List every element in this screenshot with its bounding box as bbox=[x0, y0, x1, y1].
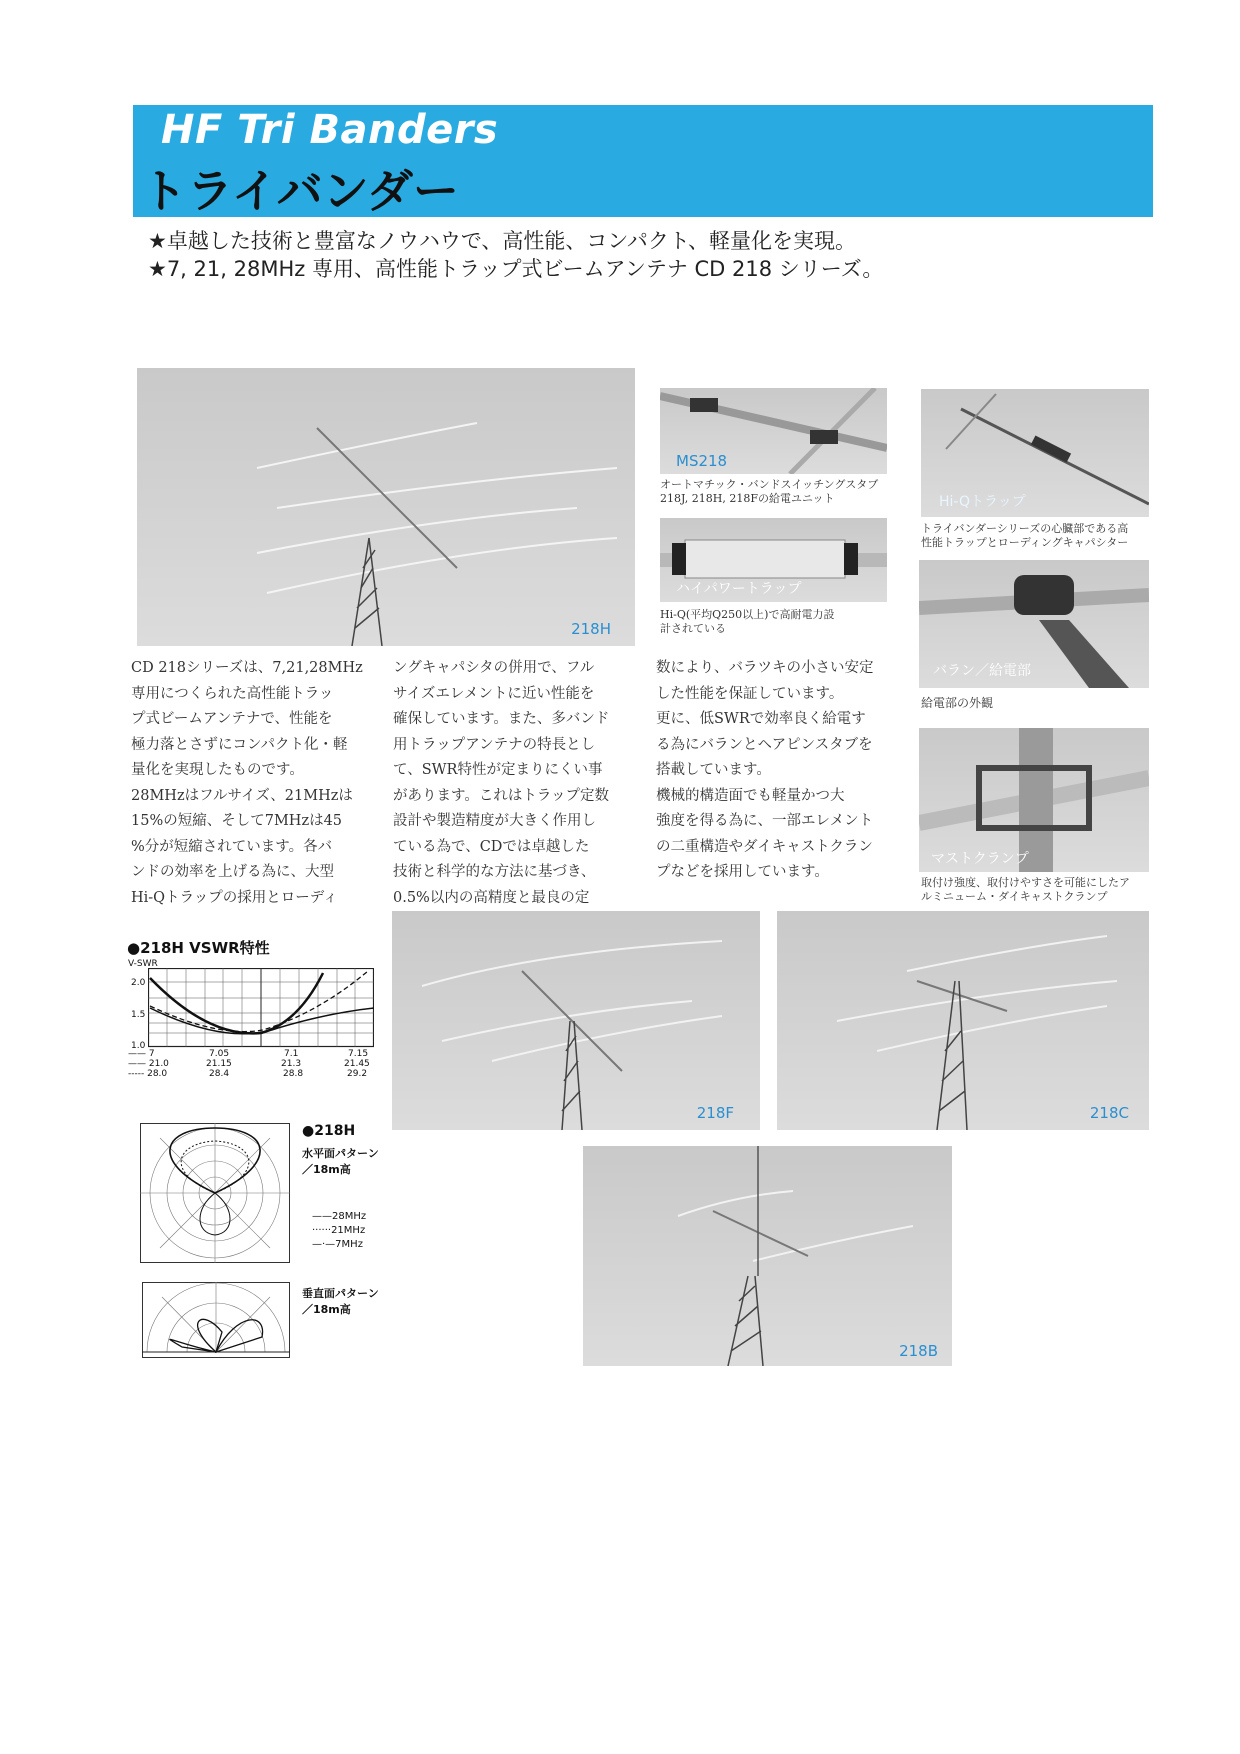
vswr-legend-21: —— 21.0 bbox=[128, 1059, 169, 1069]
vswr-y-tick: 1.0 bbox=[131, 1041, 146, 1051]
antenna-218c-illustration bbox=[777, 911, 1149, 1130]
vswr-x-tick: 7.05 bbox=[209, 1049, 230, 1059]
antenna-218f-illustration bbox=[392, 911, 760, 1130]
vswr-x-tick: 21.45 bbox=[344, 1059, 370, 1069]
photo-hiq-trap bbox=[921, 389, 1149, 517]
pattern-title: ●218H bbox=[302, 1123, 356, 1139]
horizontal-pattern-label: 水平面パターン ／18m高 bbox=[302, 1147, 379, 1176]
photo-label-power-trap: ハイパワートラップ bbox=[676, 581, 802, 597]
vswr-plot bbox=[148, 968, 374, 1050]
vswr-x-tick: 28.4 bbox=[209, 1069, 230, 1079]
photo-218f bbox=[392, 911, 760, 1130]
photo-balun bbox=[919, 560, 1149, 688]
photo-power-trap bbox=[660, 518, 887, 602]
antenna-218b-illustration bbox=[583, 1146, 952, 1366]
photo-mast-clamp bbox=[919, 728, 1149, 872]
photo-label-218c: 218C bbox=[1089, 1104, 1129, 1122]
title-en: HF Tri Banders bbox=[161, 107, 499, 153]
caption-power-trap: Hi-Q(平均Q250以上)で高耐電力設 計されている bbox=[660, 608, 835, 635]
vswr-x-tick: 7.15 bbox=[348, 1049, 369, 1059]
photo-label-balun: バラン／給電部 bbox=[933, 663, 1031, 679]
vswr-y-axis-title: V-SWR bbox=[128, 959, 158, 969]
vswr-x-tick: 21.3 bbox=[281, 1059, 302, 1069]
caption-balun: 給電部の外観 bbox=[921, 696, 994, 710]
photo-label-218h: 218H bbox=[571, 620, 611, 638]
caption-ms218: オートマチック・バンドスイッチングスタブ 218J, 218H, 218Fの給電ユニット bbox=[660, 478, 879, 505]
vertical-pattern-plot bbox=[142, 1282, 290, 1358]
header-banner bbox=[133, 105, 1153, 217]
caption-hiq: トライバンダーシリーズの心臓部である高 性能トラップとローディングキャパシター bbox=[921, 522, 1129, 549]
photo-label-ms218: MS218 bbox=[676, 452, 728, 470]
body-column-1: CD 218シリーズは、7,21,28MHz 専用につくられた高性能トラッ プ式ビームアンテナで、性能を 極力落とさずにコンパクト化・軽 量化を実現したものです。 28MHzはフルサイズ、21MHzは 15%の短縮、そして7MHzは45 %分が短縮されています。各バ ンドの効率を上げる為に、大型 Hi-Qトラップの採用とローディ bbox=[131, 660, 363, 906]
horizontal-pattern-plot bbox=[140, 1123, 290, 1263]
photo-218h bbox=[137, 368, 635, 646]
body-column-2: ングキャパシタの併用で、フル サイズエレメントに近い性能を 確保しています。また、多バンド 用トラップアンテナの特長とし て、SWR特性が定まりにくい事 があります。これはトラップ定数 設計や製造精度が大きく作用し ている為で、CDでは卓越した 技術と科学的な方法に基づき、 0.5%以内の高精度と最良の定 bbox=[393, 660, 610, 906]
vswr-legend-7: —— 7 bbox=[128, 1049, 155, 1059]
photo-label-hiq: Hi-Qトラップ bbox=[939, 494, 1026, 510]
antenna-illustration bbox=[137, 368, 635, 646]
vswr-legend-28: ----- 28.0 bbox=[128, 1069, 168, 1079]
body-column-3: 数により、バラツキの小さい安定 した性能を保証しています。 更に、低SWRで効率良く給電す る為にバランとヘアピンスタブを 搭載しています。 機械的構造面でも軽量かつ大 強度を得る為に、一部エレメント の二重構造やダイキャストクラン プなどを採用しています。 bbox=[656, 660, 874, 880]
vswr-y-tick: 2.0 bbox=[131, 978, 146, 988]
vswr-title: ●218H VSWR特性 bbox=[127, 939, 270, 957]
caption-mast-clamp: 取付け強度、取付けやすさを可能にしたア ルミニューム・ダイキャストクランプ bbox=[921, 876, 1130, 903]
title-ja: トライバンダー bbox=[141, 164, 459, 218]
photo-218c bbox=[777, 911, 1149, 1130]
vswr-x-tick: 21.15 bbox=[206, 1059, 232, 1069]
photo-label-218b: 218B bbox=[899, 1342, 938, 1360]
tagline-2: ★7, 21, 28MHz 専用、高性能トラップ式ビームアンテナ CD 218 シリーズ。 bbox=[148, 257, 884, 281]
photo-218b bbox=[583, 1146, 952, 1366]
vswr-x-tick: 7.1 bbox=[284, 1049, 299, 1059]
vswr-y-tick: 1.5 bbox=[131, 1010, 146, 1020]
photo-ms218 bbox=[660, 388, 887, 474]
vswr-x-tick: 28.8 bbox=[283, 1069, 304, 1079]
photo-label-mast-clamp: マストクランプ bbox=[931, 851, 1029, 867]
photo-label-218f: 218F bbox=[696, 1104, 734, 1122]
tagline-1: ★卓越した技術と豊富なノウハウで、高性能、コンパクト、軽量化を実現。 bbox=[148, 229, 857, 253]
vertical-pattern-label: 垂直面パターン ／18m高 bbox=[302, 1287, 379, 1316]
pattern-legend: ——28MHz ······21MHz —·—7MHz bbox=[312, 1211, 367, 1250]
vswr-x-tick: 29.2 bbox=[347, 1069, 368, 1079]
